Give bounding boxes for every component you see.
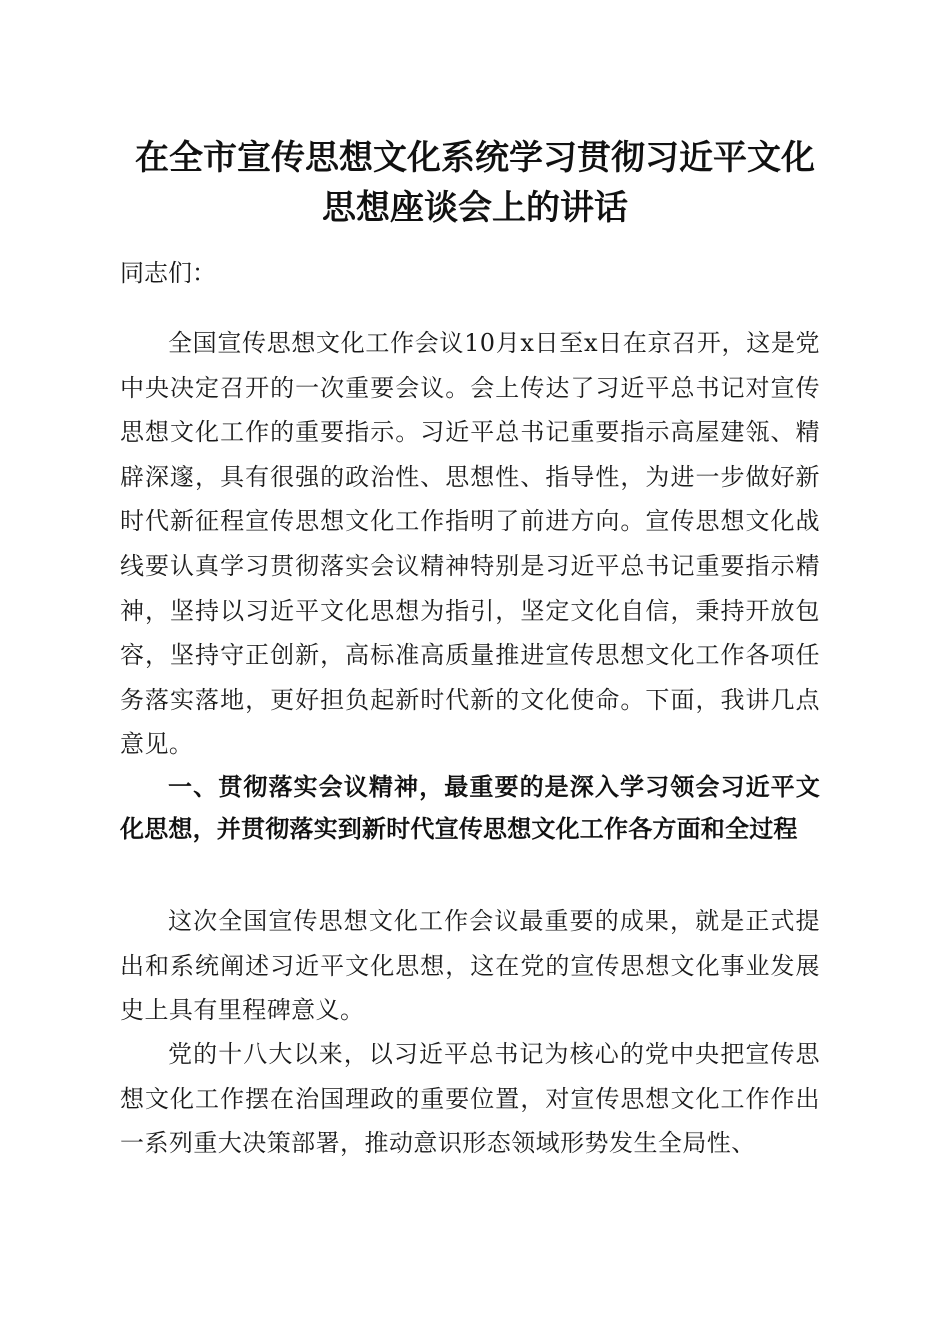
- paragraph-intro: 全国宣传思想文化工作会议10月x日至x日在京召开，这是党中央决定召开的一次重要会议。会上传达了习近平总书记对宣传思想文化工作的重要指示。习近平总书记重要指示高屋建瓴、精辟深邃，具有很强的政治性、思想性、指导性，为进一步做好新时代新征程宣传思想文化工作指明了前进方向。宣传思想文化战线要认真学习贯彻落实会议精神特别是习近平总书记重要指示精神，坚持以习近平文化思想为指引，坚定文化自信，秉持开放包容，坚持守正创新，高标准高质量推进宣传思想文化工作各项任务落实落地，更好担负起新时代新的文化使命。下面，我讲几点意见。: [120, 329, 820, 759]
- document-title: [110, 133, 840, 233]
- paragraph-since-18th-congress: 党的十八大以来，以习近平总书记为核心的党中央把宣传思想文化工作摆在治国理政的重要位置，对宣传思想文化工作作出一系列重大决策部署，推动意识形态领域形势发生全局性、: [120, 1040, 820, 1158]
- paragraph-achievement: 这次全国宣传思想文化工作会议最重要的成果，就是正式提出和系统阐述习近平文化思想，这在党的宣传思想文化事业发展史上具有里程碑意义。: [120, 907, 820, 1025]
- title-line-2: 思想座谈会上的讲话: [322, 188, 628, 228]
- greeting: 同志们：: [120, 259, 216, 287]
- title-line-1: 在全市宣传思想文化系统学习贯彻习近平文化: [135, 138, 815, 178]
- section-heading-1: 一、贯彻落实会议精神，最重要的是深入学习领会习近平文化思想，并贯彻落实到新时代宣传思想文化工作各方面和全过程: [120, 773, 820, 843]
